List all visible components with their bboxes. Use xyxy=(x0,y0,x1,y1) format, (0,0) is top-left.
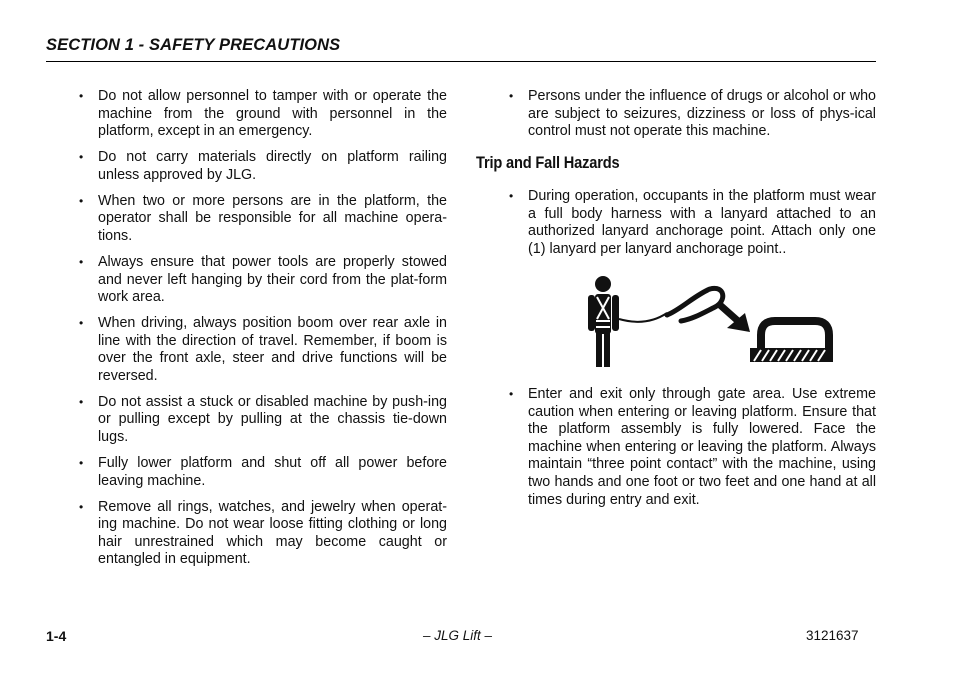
bullet-text: When driving, always position boom over rear axle in line with the direction of travel. Remember, if boom is over the front axle, steer and drive functions will be reversed. xyxy=(98,315,447,384)
bullet-text: Do not assist a stuck or disabled machine by push-ing or pulling except by pulling at the chassis tie-down lugs. xyxy=(98,393,447,446)
list-item xyxy=(78,499,447,569)
bullet-icon: • xyxy=(509,89,514,103)
page-number: 1-4 xyxy=(46,628,67,644)
bullet-icon: • xyxy=(509,189,514,203)
list-item xyxy=(78,254,447,307)
bullet-icon: • xyxy=(79,316,84,331)
list-item xyxy=(508,386,876,509)
lanyard-line xyxy=(619,313,667,322)
anchorage-point-icon xyxy=(750,321,833,362)
footer-center-text: – JLG Lift – xyxy=(423,628,493,643)
bullet-text: When two or more persons are in the platform, the operator shall be responsible for all machine opera-tions. xyxy=(98,192,447,244)
bullet-text: During operation, occupants in the platform must wear a full body harness with a lanyard attached to an authorized lanyard anchorage point. Attach only one (1) lanyard per lanyard anchorage point.. xyxy=(528,188,876,257)
list-item xyxy=(78,315,447,385)
bullet-icon: • xyxy=(79,394,84,409)
bullet-text: Remove all rings, watches, and jewelry when operat-ing machine. Do not wear loose fitting clothing or long hair unrestrained which may become caught or entangled in equipment. xyxy=(98,498,447,568)
bullet-icon: • xyxy=(79,89,84,103)
left-column xyxy=(78,88,447,577)
list-item xyxy=(78,88,447,141)
bottom-bullet-list xyxy=(508,386,876,509)
list-item xyxy=(78,149,447,184)
harness-lanyard-anchorage-icon xyxy=(585,275,840,370)
bullet-icon: • xyxy=(79,456,84,471)
bullet-text: Enter and exit only through gate area. Use extreme caution when entering or leaving platform. Ensure that the platform assembly is fully lowered. Face the machine when entering or leaving the platform. Always maintain “three point contact” with the machine, using two hands and one foot or two feet and one hand at all times during entry and exit. xyxy=(528,386,876,508)
bullet-text: Always ensure that power tools are properly stowed and never left hanging by their cord from the plat-form work area. xyxy=(98,253,447,306)
section-heading-trip-fall: Trip and Fall Hazards xyxy=(476,153,620,172)
bullet-text: Persons under the influence of drugs or alcohol or who are subject to seizures, dizziness or loss of phys-ical control must not operate this machine. xyxy=(528,88,876,140)
list-item xyxy=(78,193,447,246)
right-top-bullet-list xyxy=(508,88,876,141)
header-divider xyxy=(46,61,876,62)
bullet-icon: • xyxy=(79,150,84,165)
list-item xyxy=(508,88,876,141)
arrow-icon xyxy=(720,305,750,332)
bullet-icon: • xyxy=(79,254,84,269)
section-title: SECTION 1 - SAFETY PRECAUTIONS xyxy=(46,36,341,54)
right-column-bottom xyxy=(508,386,876,518)
right-column-hazard xyxy=(508,188,876,267)
left-bullet-list xyxy=(78,88,447,569)
document-number: 3121637 xyxy=(806,628,859,643)
list-item xyxy=(78,455,447,490)
bullet-text: Fully lower platform and shut off all power before leaving machine. xyxy=(98,455,447,489)
bullet-icon: • xyxy=(79,499,84,514)
bullet-text: Do not allow personnel to tamper with or operate the machine from the ground with personnel in the platform, except in an emergency. xyxy=(98,88,447,140)
hazard-bullet-list xyxy=(508,188,876,258)
bullet-icon: • xyxy=(509,387,514,401)
bullet-text: Do not carry materials directly on platform railing unless approved by JLG. xyxy=(98,149,447,183)
bullet-icon: • xyxy=(79,193,84,208)
list-item xyxy=(508,188,876,258)
right-column-top xyxy=(508,88,876,149)
list-item xyxy=(78,394,447,447)
